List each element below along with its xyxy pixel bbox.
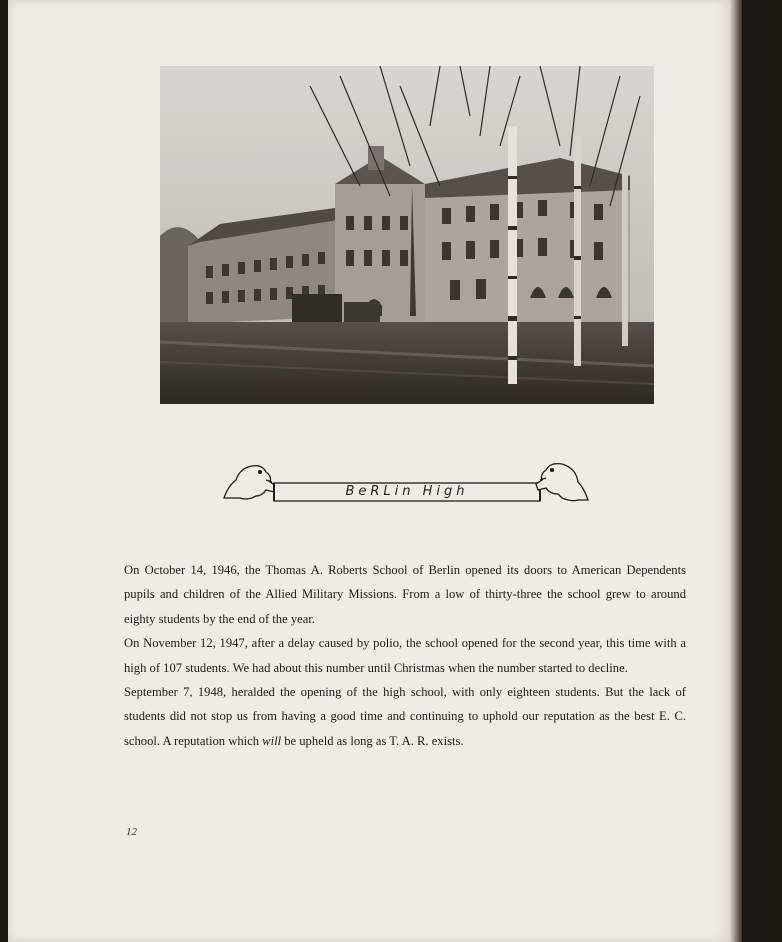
- paragraph-text-end: be upheld as long as T. A. R. exists.: [281, 733, 464, 748]
- paragraph-1: [124, 558, 686, 631]
- paragraph-text: September 7, 1948, heralded the opening of the high school, with only eighteen students. But the lack of students did not stop us from having a good time and continuing to uphold our reputation as the best E. C. school. A reputation which: [124, 685, 686, 748]
- bear-right-icon: [536, 464, 588, 501]
- paragraph-3: [124, 680, 686, 753]
- history-text: [124, 558, 686, 753]
- paragraph-text: On October 14, 1946, the Thomas A. Roberts School of Berlin opened its doors to American Dependents pupils and children of the Allied Military Missions. From a low of thirty-three the school grew to around eighty students by the end of the year.: [124, 563, 686, 626]
- emphasis-word: will: [262, 733, 282, 748]
- berlin-high-banner: [222, 458, 590, 506]
- paragraph-text: On November 12, 1947, after a delay caused by polio, the school opened for the second year, this time with a high of 107 students. We had about this number until Christmas when the number started to decline.: [124, 636, 686, 675]
- school-building-photo: [160, 66, 654, 404]
- bear-left-icon: [224, 466, 276, 499]
- banner-title: BeRLin High: [345, 484, 469, 499]
- page-number: 12: [126, 826, 137, 838]
- paragraph-2: [124, 631, 686, 680]
- page-edge: [730, 0, 742, 942]
